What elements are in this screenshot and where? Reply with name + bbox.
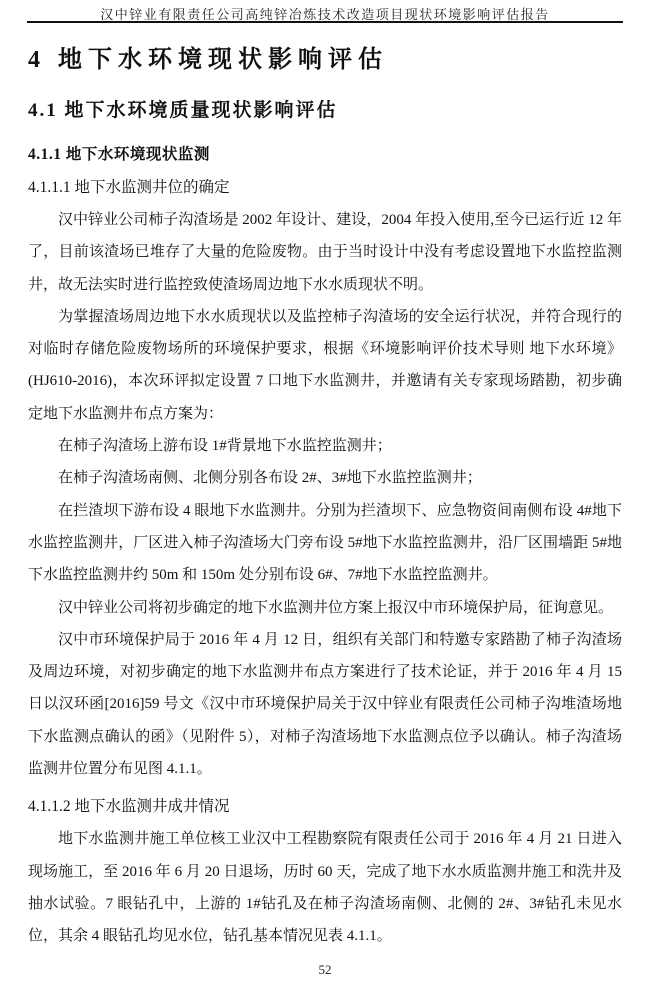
paragraph: 汉中市环境保护局于 2016 年 4 月 12 日，组织有关部门和特邀专家踏勘了柿子沟渣场及周边环境，对初步确定的地下水监测井布点方案进行了技术论证，并于 2016 年 4 月 15 日以汉环函[2016]59 号文《汉中市环境保护局关于汉中锌业有限责任公司柿子沟堆渣场地下水监测点确认的函》（见附件 5），对柿子沟渣场地下水监测点位予以确认。柿子沟渣场监测井位置分布见图 4.1.1。 bbox=[28, 631, 622, 778]
header-rule bbox=[27, 21, 623, 23]
paragraph: 在柿子沟渣场上游布设 1#背景地下水监控监测井； bbox=[58, 438, 392, 455]
section-heading: 4.1 地下水环境质量现状影响评估 bbox=[28, 100, 338, 121]
paragraph: 在拦渣坝下游布设 4 眼地下水监测井。分别为拦渣坝下、应急物资间南侧布设 4#地下水监控监测井，厂区进入柿子沟渣场大门旁布设 5#地下水监控监测井，沿厂区围墙距 5#地下水监控监测井约 50m 和 150m 处分别布设 6#、7#地下水监控监测井。 bbox=[28, 502, 622, 584]
subsubsection-heading: 4.1.1.1 地下水监测井位的确定 bbox=[28, 179, 230, 196]
chapter-heading: 4 地下水环境现状影响评估 bbox=[28, 47, 388, 73]
subsubsection-heading: 4.1.1.2 地下水监测井成井情况 bbox=[28, 798, 230, 816]
subsection-heading: 4.1.1 地下水环境现状监测 bbox=[28, 146, 210, 163]
page-number: 52 bbox=[318, 962, 332, 977]
paragraph: 地下水监测井施工单位核工业汉中工程勘察院有限责任公司于 2016 年 4 月 21 日进入现场施工，至 2016 年 6 月 20 日退场，历时 60 天，完成了地下水水质监测井施工和洗井及抽水试验。7 眼钻孔中，上游的 1#钻孔及在柿子沟渣场南侧、北侧的 2#、3#钻孔未见水位，其余 4 眼钻孔均见水位，钻孔基本情况见表 4.1.1。 bbox=[28, 831, 622, 945]
paragraph: 在柿子沟渣场南侧、北侧分别各布设 2#、3#地下水监控监测井； bbox=[58, 470, 482, 487]
running-header: 汉中锌业有限责任公司高纯锌冶炼技术改造项目现状环境影响评估报告 bbox=[100, 7, 550, 22]
paragraph: 为掌握渣场周边地下水水质现状以及监控柿子沟渣场的安全运行状况，并符合现行的对临时存储危险废物场所的环境保护要求，根据《环境影响评价技术导则 地下水环境》(HJ610-2016)，本次环评拟定设置 7 口地下水监测井，并邀请有关专家现场踏勘，初步确定地下水监测井布点方案为： bbox=[28, 308, 622, 422]
paragraph: 汉中锌业公司将初步确定的地下水监测井位方案上报汉中市环境保护局，征询意见。 bbox=[58, 599, 614, 616]
paragraph: 汉中锌业公司柿子沟渣场是 2002 年设计、建设，2004 年投入使用,至今已运行近 12 年了，目前该渣场已堆存了大量的危险废物。由于当时设计中没有考虑设置地下水监控监测井，故无法实时进行监控致使渣场周边地下水水质现状不明。 bbox=[28, 212, 622, 293]
document-body bbox=[28, 38, 622, 953]
